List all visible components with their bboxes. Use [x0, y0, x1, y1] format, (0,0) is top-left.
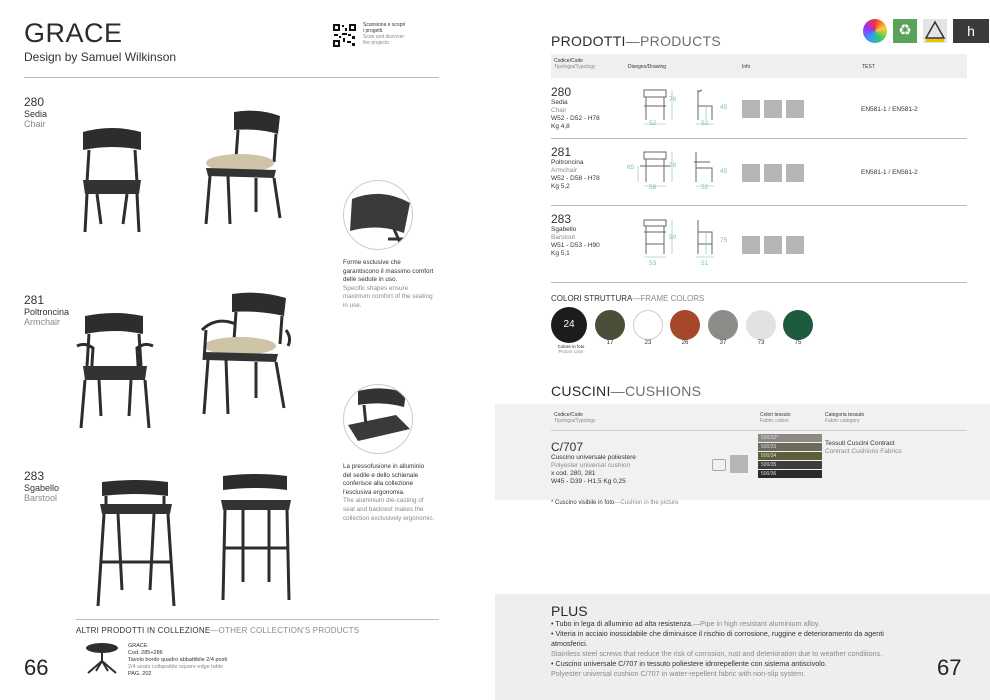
color-photo-label: Colore in foto Picture color [557, 344, 585, 354]
cushion-header-code: Codice/Code Tipologia/Typology [554, 412, 596, 424]
dim-281-seat: 45 [720, 168, 728, 175]
dim-280-d: 52 [701, 120, 709, 127]
fabric-500-33[interactable]: 500/33 [758, 443, 822, 451]
fabric-500-36[interactable]: 500/36 [758, 470, 822, 478]
row-divider [551, 282, 967, 283]
header-drawing: Disegno/Drawing [628, 64, 667, 70]
header-code: Codice/Code Tipologia/Typology [554, 58, 596, 70]
stackable-icon [742, 236, 760, 254]
dim-280-w: 52 [649, 120, 657, 127]
outdoor-icon [764, 236, 782, 254]
outdoor-icon [764, 100, 782, 118]
plus-heading: PLUS [551, 603, 588, 619]
dim-281-w: 58 [649, 184, 657, 191]
product-280-label: 280 Sedia Chair [24, 95, 48, 129]
seat-detail-image [343, 180, 413, 250]
qr-caption: Scansiona e scopri i progetti. Scan and discover the projects. [363, 22, 406, 46]
color-label-37: 37 [719, 340, 727, 346]
armchair-281-cushion-image [196, 290, 296, 420]
fabric-500-35[interactable]: 500/35 [758, 461, 822, 469]
cushion-note: * Cuscino visibile in foto—Cushion in the picture [551, 500, 679, 506]
cushions-heading: CUSCINI—CUSHIONS [551, 383, 702, 399]
other-products-divider [76, 619, 439, 620]
color-label-23: 23 [644, 340, 652, 346]
table-row-280: 280 Sedia Chair W52 - D52 - H78 Kg 4,8 [551, 85, 600, 130]
chair-category-icon: h [953, 19, 989, 43]
collection-title: GRACE [24, 18, 123, 48]
dim-281-arm: 65 [627, 164, 635, 171]
frame-colors-heading: COLORI STRUTTURA—FRAME COLORS [551, 294, 705, 303]
plus-list: • Tubo in lega di alluminio ad alta resistenza.—Pipe in high resistant aluminium alloy. • Viteria in acciaio inossidabile che diminuisce il rischio di corrosione, ruggine e deterioramento da agenti atmosferici. Stainless steel screws that reduce the risk of corrosion, rust and deterioration due to weather conditions. • Cuscino universale C/707 in tessuto poliestere idrorepellente con sistema antiscivolo. Polyester universal cushion C/707 in water-repellent fabric with non-slip system. [551, 619, 884, 678]
barstool-283-front-image [92, 478, 182, 610]
fabric-category: Tessuti Cuscini Contract Contract Cushions Fabrics [825, 440, 902, 455]
product-283-label: 283 Sgabello Barstool [24, 469, 60, 503]
table-thumbnail-image [84, 641, 120, 675]
row-divider [551, 138, 967, 139]
barstool-283-side-image [217, 472, 297, 604]
cushion-row: C/707 Cuscino universale poliestere Polyester universal cushion x cod. 280, 281 W45 - D39 - H1,5 Kg 0,25 [551, 440, 636, 485]
color-wheel-icon [863, 19, 887, 43]
recycle-icon: ♻ [893, 19, 917, 43]
dim-280-h: 78 [669, 96, 677, 103]
product-281-label: 281 Poltroncina Armchair [24, 293, 70, 327]
qr-code-icon[interactable] [333, 24, 356, 47]
color-swatch-24[interactable]: 24 [551, 307, 587, 343]
cushion-header-divider [551, 430, 967, 431]
test-280: EN581-1 / EN581-2 [861, 106, 918, 113]
products-table-header [551, 54, 967, 78]
products-heading: PRODOTTI—PRODUCTS [551, 33, 721, 49]
armchair-281-black-image [75, 310, 155, 435]
color-label-75: 75 [794, 340, 802, 346]
title-divider [24, 77, 439, 78]
backrest-detail-image [343, 384, 413, 454]
dim-281-d: 52 [701, 184, 709, 191]
other-products-heading: ALTRI PRODOTTI IN COLLEZIONE—OTHER COLLECTION'S PRODUCTS [76, 626, 360, 635]
other-product-info[interactable]: GRACE Cod. 285+286 Tavolo bordo quadro abbattibile 2/4 posti 2/4 seats collapsible square edge table PAG. 202 [128, 643, 228, 677]
contract-icon [786, 100, 804, 118]
dim-281-h: 78 [669, 162, 677, 169]
designer-credit: Design by Samuel Wilkinson [24, 50, 177, 64]
dim-283-w: 53 [649, 260, 657, 267]
fabric-500-34[interactable]: 500/34 [758, 452, 822, 460]
contract-icon [786, 236, 804, 254]
color-label-73: 73 [757, 340, 765, 346]
color-swatch-23[interactable] [633, 310, 663, 340]
dim-283-d: 51 [701, 260, 709, 267]
table-row-281: 281 Poltroncina Armchair W52 - D58 - H78 Kg 5,2 [551, 145, 600, 190]
page-number-right: 67 [937, 655, 962, 680]
stackable-icon [742, 164, 760, 182]
cushion-header-fabric: Colori tessuto Fabric colors [760, 412, 791, 424]
chair-280-cushion-image [200, 108, 290, 233]
table-row-283: 283 Sgabello Barstool W51 - D53 - H90 Kg 5,1 [551, 212, 600, 257]
row-divider [551, 205, 967, 206]
test-281: EN581-1 / EN581-2 [861, 169, 918, 176]
color-swatch-37[interactable] [708, 310, 738, 340]
color-swatch-73[interactable] [746, 310, 776, 340]
dim-283-h: 90 [669, 234, 677, 241]
outdoor-icon [730, 455, 748, 473]
color-label-17: 17 [606, 340, 614, 346]
fabric-500-32[interactable]: 500/32* [758, 434, 822, 442]
stackable-icon [742, 100, 760, 118]
dim-283-seat: 75 [720, 237, 728, 244]
dim-280-seat: 45 [720, 104, 728, 111]
die-casting-note: La pressofusione in alluminio del sedile e dello schienale conferisce alla collezione l'esclusiva ergonomia. The aluminium die-casting of seat and backrest makes the collection exclusively ergonomic. [343, 463, 435, 522]
contract-icon [786, 164, 804, 182]
page-number-left: 66 [24, 655, 49, 680]
color-swatch-26[interactable] [670, 310, 700, 340]
chair-280-black-image [75, 120, 150, 240]
color-label-26: 26 [681, 340, 689, 346]
cushion-shape-icon [712, 459, 726, 471]
header-test: TEST [862, 64, 875, 70]
header-info: Info [742, 64, 751, 70]
cushion-header-category: Categoria tessuto Fabric category [825, 412, 865, 424]
outdoor-icon [764, 164, 782, 182]
color-swatch-17[interactable] [595, 310, 625, 340]
color-swatch-75[interactable] [783, 310, 813, 340]
comfort-note: Forme esclusive che garantiscono il massimo comfort delle sedute in uso. Specific shapes ensure maximum comfort of the seating in use. [343, 259, 434, 309]
certification-icon [923, 19, 947, 43]
